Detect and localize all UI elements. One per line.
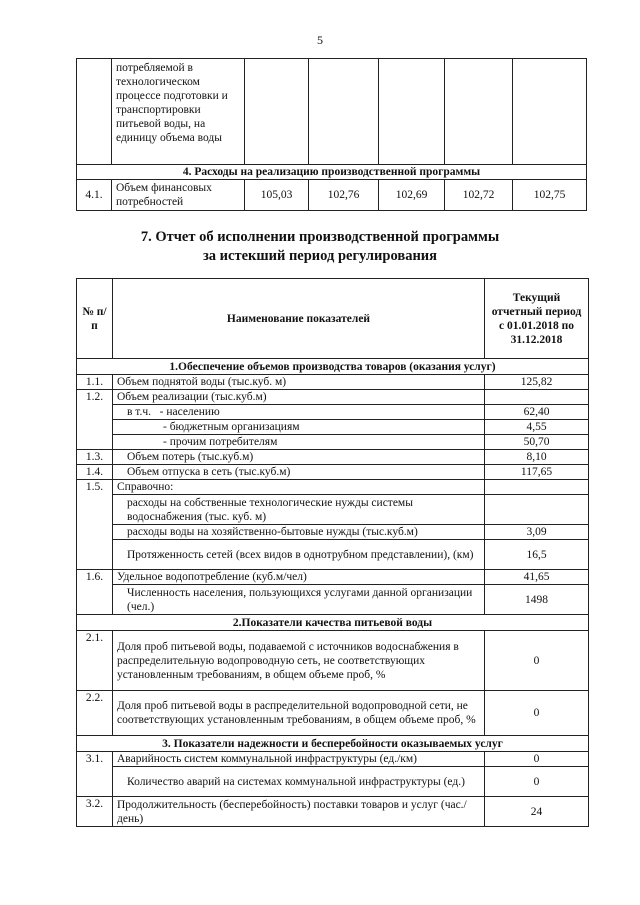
row-number: 1.4. [77,465,113,480]
table-row [77,585,589,615]
value-cell: 102,69 [379,180,445,211]
table-row [77,390,589,405]
section-3-title: 3. Показатели надежности и бесперебойности оказываемых услуг [77,736,589,752]
table-row [77,465,589,480]
value-cell: 16,5 [485,540,589,570]
value-cell: 50,70 [485,435,589,450]
section-row [77,165,587,180]
report-table [76,278,589,827]
header-num: № п/п [77,279,113,359]
row-name: Удельное водопотребление (куб.м/чел) [113,570,485,585]
row-name: Аварийность систем коммунальной инфраструктуры (ед./км) [113,752,485,767]
table-row [77,495,589,525]
value-cell: 4,55 [485,420,589,435]
header-period: Текущий отчетный период с 01.01.2018 по 31.12.2018 [485,279,589,359]
row-number: 1.5. [77,480,113,570]
row-name: Численность населения, пользующихся услугами данной организации (чел.) [113,585,485,615]
value-cell: 0 [485,767,589,797]
table-row [77,450,589,465]
row-name: Доля проб питьевой воды в распределительной водопроводной сети, не соответствующих установленным требованиям, в общем объеме проб, % [113,691,485,736]
table-row [77,540,589,570]
section-1-title: 1.Обеспечение объемов производства товаров (оказания услуг) [77,359,589,375]
row-number: 1.3. [77,450,113,465]
row-number: 4.1. [77,180,112,211]
section-row [77,615,589,631]
row-name: Объем отпуска в сеть (тыс.куб.м) [113,465,485,480]
section-4-title: 4. Расходы на реализацию производственной программы [77,165,587,180]
value-cell: 8,10 [485,450,589,465]
row-name: - прочим потребителям [113,435,485,450]
row-number: 3.2. [77,797,113,827]
heading-line-2: за истекший период регулирования [202,248,438,264]
sub-item-text: - населению [159,406,220,418]
table-row [77,59,587,165]
table-row [77,691,589,736]
row-name: расходы на собственные технологические нужды системы водоснабжения (тыс. куб. м) [113,495,485,525]
production-program-table [76,58,587,211]
section-row [77,736,589,752]
row-name: расходы воды на хозяйственно-бытовые нужды (тыс.куб.м) [113,525,485,540]
row-name: Объем потерь (тыс.куб.м) [113,450,485,465]
value-cell: 0 [485,691,589,736]
row-name [113,405,485,420]
row-name: Количество аварий на системах коммунальной инфраструктуры (ед.) [113,767,485,797]
table-row [77,375,589,390]
section-2-title: 2.Показатели качества питьевой воды [77,615,589,631]
row-name: - бюджетным организациям [113,420,485,435]
value-cell: 117,65 [485,465,589,480]
prefix-text: в т.ч. [127,406,151,418]
value-cell: 62,40 [485,405,589,420]
table-row [77,435,589,450]
value-cell: 24 [485,797,589,827]
value-cell: 102,76 [309,180,379,211]
heading-line-1: 7. Отчет об исполнении производственной программы [140,229,500,245]
value-cell: 102,75 [513,180,587,211]
value-cell: 102,72 [445,180,513,211]
table-header [77,279,589,359]
value-cell: 125,82 [485,375,589,390]
report-heading [0,228,640,266]
row-number: 3.1. [77,752,113,797]
table-row [77,525,589,540]
row-name: Справочно: [113,480,485,495]
value-cell: 0 [485,752,589,767]
table-row [77,180,587,211]
table-row [77,480,589,495]
table-row [77,631,589,691]
row-name: Объем реализации (тыс.куб.м) [113,390,485,405]
value-cell: 3,09 [485,525,589,540]
table-row [77,405,589,420]
section-row [77,359,589,375]
table-row [77,797,589,827]
row-name: Объем финансовых потребностей [112,180,245,211]
row-number: 1.2. [77,390,113,450]
row-name: Доля проб питьевой воды, подаваемой с источников водоснабжения в распределительную водопроводную сеть, не соответствующих установленным требованиям, в общем объеме проб, % [113,631,485,691]
table-row [77,752,589,767]
value-cell: 41,65 [485,570,589,585]
value-cell [485,495,589,525]
row-name: Продолжительность (бесперебойность) поставки товаров и услуг (час./день) [113,797,485,827]
table-row [77,420,589,435]
row-number: 1.6. [77,570,113,615]
value-cell: 1498 [485,585,589,615]
row-name: Объем поднятой воды (тыс.куб. м) [113,375,485,390]
table-row [77,570,589,585]
row-name: Протяженность сетей (всех видов в однотрубном представлении), (км) [113,540,485,570]
value-cell: 105,03 [245,180,309,211]
header-name: Наименование показателей [113,279,485,359]
row-number: 2.2. [77,691,113,736]
continued-indicator-text: потребляемой в технологическом процессе подготовки и транспортировки питьевой воды, на единицу объема воды [112,59,245,165]
page-number: 5 [317,33,323,47]
table-row [77,767,589,797]
row-number: 1.1. [77,375,113,390]
row-number: 2.1. [77,631,113,691]
value-cell: 0 [485,631,589,691]
